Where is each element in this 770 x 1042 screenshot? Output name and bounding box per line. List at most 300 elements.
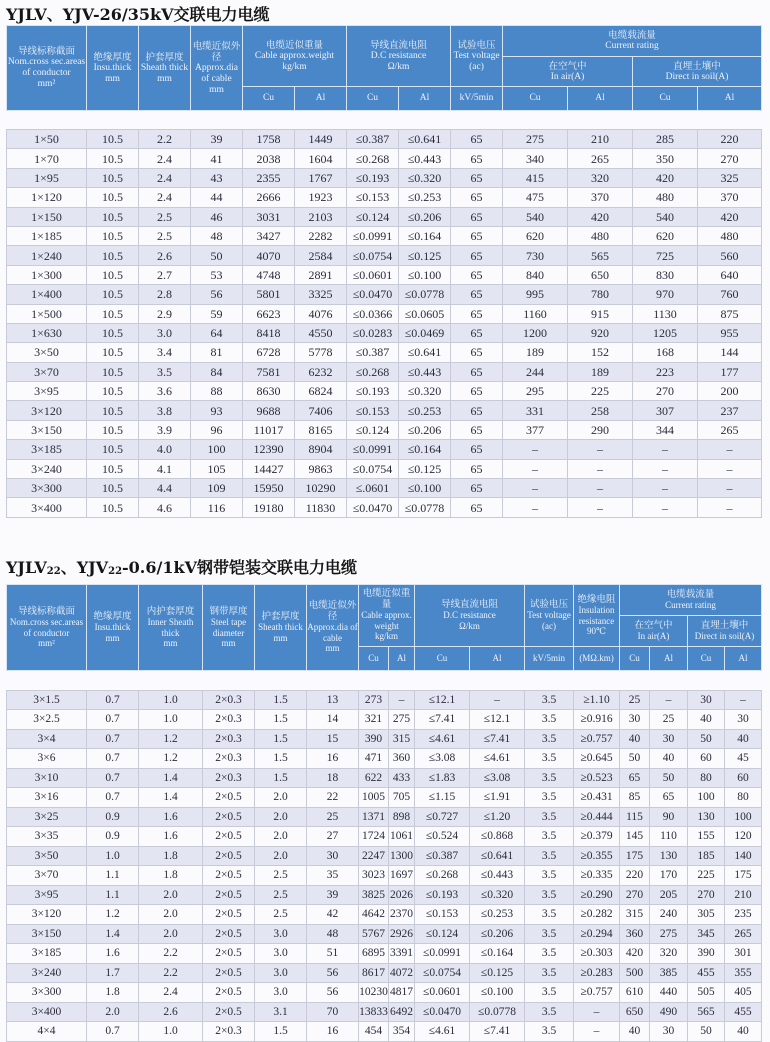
table-cell: 10.5 <box>87 401 139 420</box>
table-cell: 3391 <box>389 944 415 964</box>
table-cell: 273 <box>359 690 389 710</box>
header-text: mm <box>105 73 120 84</box>
table-cell: 2×0.5 <box>203 846 255 866</box>
table-cell: 1.4 <box>87 924 139 944</box>
table-cell: 730 <box>503 246 568 265</box>
table-cell: 650 <box>620 1002 650 1022</box>
table-cell: 10.5 <box>87 498 139 517</box>
header-air-cu: Cu <box>503 87 568 111</box>
table-cell: 7581 <box>243 362 295 381</box>
table-cell: 1.6 <box>139 827 203 847</box>
header2-insulation-resistance-unit: (MΩ.km) <box>574 647 620 671</box>
header-text: 钢带厚度 <box>209 605 248 617</box>
table-cell: 480 <box>698 226 762 245</box>
table-cell: 130 <box>650 846 688 866</box>
table-cell: 1.7 <box>87 963 139 983</box>
table-row <box>7 479 762 498</box>
table-cell: 2×0.5 <box>203 1002 255 1022</box>
table-cell: 640 <box>698 265 762 284</box>
table-cell: 705 <box>389 788 415 808</box>
table-cell: ≥1.10 <box>574 690 620 710</box>
table-cell: – <box>698 459 762 478</box>
table-cell: 1.2 <box>87 905 139 925</box>
table-cell: 2.4 <box>139 188 191 207</box>
table-row <box>7 963 762 983</box>
table-cell: 3.5 <box>525 885 574 905</box>
table1-body <box>7 111 762 518</box>
table-cell: 56 <box>307 963 359 983</box>
table-cell: 25 <box>650 710 688 730</box>
table-cell: 65 <box>451 207 503 226</box>
table-cell: 30 <box>688 690 725 710</box>
table-cell: 258 <box>568 401 633 420</box>
table-cell: 1.6 <box>87 944 139 964</box>
header2-steel-tape <box>203 585 255 671</box>
table-cell: 2.0 <box>87 1002 139 1022</box>
table-cell: ≤0.153 <box>347 401 399 420</box>
table-cell: 3.0 <box>255 924 307 944</box>
header2-air-cu: Cu <box>620 647 650 671</box>
table2-title-model-a: YJLV <box>6 558 47 577</box>
table-cell: – <box>698 440 762 459</box>
table-cell: 200 <box>698 382 762 401</box>
table-row <box>7 459 762 478</box>
table-cell: 4×4 <box>7 1022 87 1042</box>
table-cell: 3×10 <box>7 768 87 788</box>
table-cell: 3.5 <box>525 788 574 808</box>
table-cell: 13833 <box>359 1002 389 1022</box>
table-cell: 2.0 <box>139 885 203 905</box>
header2-soil-al: Al <box>725 647 762 671</box>
header-text: Nom.cross sec.areas of conductor <box>7 57 86 78</box>
table-cell: 25 <box>307 807 359 827</box>
table-cell: 65 <box>451 401 503 420</box>
table-cell: 3×4 <box>7 729 87 749</box>
header-text: Approx.dia of cable <box>194 62 238 84</box>
table-cell: ≤0.641 <box>470 846 525 866</box>
table-cell: 433 <box>389 768 415 788</box>
spacer-row <box>7 111 762 130</box>
table-cell: 377 <box>503 420 568 439</box>
table-cell: 3×1.5 <box>7 690 87 710</box>
table-cell: 110 <box>650 827 688 847</box>
table-cell: 3×70 <box>7 866 87 886</box>
header-text: 90℃ <box>586 626 607 636</box>
table-cell: 225 <box>688 866 725 886</box>
table-cell: 355 <box>725 963 762 983</box>
table-cell: 109 <box>191 479 243 498</box>
table-cell: 265 <box>568 149 633 168</box>
table-cell: ≤0.0754 <box>347 246 399 265</box>
table-row <box>7 246 762 265</box>
header2-weight-cu: Cu <box>359 647 389 671</box>
table-cell: 2×0.5 <box>203 885 255 905</box>
table-cell: 360 <box>389 749 415 769</box>
table-cell: 65 <box>451 130 503 149</box>
table-cell: 3×150 <box>7 924 87 944</box>
table-cell: 565 <box>688 1002 725 1022</box>
header-nom-cross-section <box>7 26 87 111</box>
table-row <box>7 440 762 459</box>
table-cell: ≤12.1 <box>415 690 470 710</box>
table-cell: 145 <box>620 827 650 847</box>
table-row <box>7 285 762 304</box>
table-cell: 50 <box>688 1022 725 1042</box>
table-cell: 30 <box>725 710 762 730</box>
table-cell: 2.0 <box>255 827 307 847</box>
table-cell: 120 <box>725 827 762 847</box>
header-text: 导线直流电阻 <box>370 39 428 51</box>
table-cell: ≥0.757 <box>574 729 620 749</box>
table-cell: 2355 <box>243 168 295 187</box>
table-cell: 40 <box>725 1022 762 1042</box>
table-cell: 420 <box>698 207 762 226</box>
table-cell: ≤0.0601 <box>347 265 399 284</box>
table-cell: 3.5 <box>525 905 574 925</box>
table-row <box>7 362 762 381</box>
table-cell: 2584 <box>295 246 347 265</box>
table-cell: ≤1.15 <box>415 788 470 808</box>
table-cell: 93 <box>191 401 243 420</box>
header-current-rating <box>503 26 762 57</box>
table-cell: 42 <box>307 905 359 925</box>
table-cell: ≤0.253 <box>470 905 525 925</box>
table-cell: ≤0.641 <box>399 343 451 362</box>
table-row <box>7 207 762 226</box>
table-cell: 3.5 <box>525 768 574 788</box>
table-cell: 5767 <box>359 924 389 944</box>
table-cell: 19180 <box>243 498 295 517</box>
table-cell: 40 <box>620 1022 650 1042</box>
table-cell: 65 <box>650 788 688 808</box>
table-cell: 1.0 <box>87 846 139 866</box>
table-cell: 4642 <box>359 905 389 925</box>
table-cell: 39 <box>307 885 359 905</box>
table-cell: 3.0 <box>255 963 307 983</box>
header-text: Direct in soil(A) <box>694 631 755 641</box>
table-cell: – <box>574 1002 620 1022</box>
table-cell: 10290 <box>295 479 347 498</box>
table-cell: ≤0.193 <box>347 168 399 187</box>
table-cell: 1.0 <box>139 690 203 710</box>
table-cell: 3.5 <box>525 924 574 944</box>
table-cell: 455 <box>688 963 725 983</box>
table-cell: ≥0.444 <box>574 807 620 827</box>
table-cell: 10.5 <box>87 265 139 284</box>
header-text: Nom.cross sec.areas of conductor <box>9 617 84 638</box>
table-cell: 1.4 <box>139 788 203 808</box>
table-cell: 6895 <box>359 944 389 964</box>
table-cell: 115 <box>620 807 650 827</box>
table-cell: 4.0 <box>139 440 191 459</box>
table-cell: 10.5 <box>87 130 139 149</box>
table-cell: 3.5 <box>139 362 191 381</box>
table-cell: 3325 <box>295 285 347 304</box>
table-cell: ≤0.164 <box>399 226 451 245</box>
table-cell: 0.7 <box>87 749 139 769</box>
table-cell: 1923 <box>295 188 347 207</box>
header-text: Insu.thick <box>94 622 131 633</box>
table-cell: 3×35 <box>7 827 87 847</box>
table-row <box>7 710 762 730</box>
table-cell: 1.2 <box>139 749 203 769</box>
header-text: Current rating <box>605 41 659 51</box>
table-cell: 10.5 <box>87 362 139 381</box>
table-cell: 10.5 <box>87 323 139 342</box>
header-soil-al: Al <box>698 87 762 111</box>
table-cell: – <box>725 690 762 710</box>
header2-sheath-thickness <box>255 585 307 671</box>
table-cell: 65 <box>451 285 503 304</box>
table-cell: 100 <box>725 807 762 827</box>
header-dc-resistance <box>347 26 451 87</box>
table-cell: 3.5 <box>525 983 574 1003</box>
table-cell: ≤0.124 <box>415 924 470 944</box>
table-cell: 10.5 <box>87 343 139 362</box>
table-cell: 390 <box>359 729 389 749</box>
table-cell: ≤0.0470 <box>347 285 399 304</box>
table-cell: 2247 <box>359 846 389 866</box>
table-cell: 11017 <box>243 420 295 439</box>
table-cell: – <box>698 479 762 498</box>
table-cell: 1.5 <box>255 690 307 710</box>
table-cell: 3×2.5 <box>7 710 87 730</box>
table-cell: 2×0.5 <box>203 963 255 983</box>
header-text: 试验电压 <box>457 39 496 51</box>
header-text: Ω/km <box>387 61 410 72</box>
table-cell: 780 <box>568 285 633 304</box>
table-cell: 2.6 <box>139 1002 203 1022</box>
header-text: Sheath thick <box>140 62 189 73</box>
table-cell: 88 <box>191 382 243 401</box>
header-dcr-cu: Cu <box>347 87 399 111</box>
table-cell: 3×150 <box>7 420 87 439</box>
header-text: 绝缘厚度 <box>93 610 132 622</box>
table-cell: 65 <box>451 188 503 207</box>
table-cell: 59 <box>191 304 243 323</box>
table-cell: 2.4 <box>139 149 191 168</box>
table-cell: 350 <box>633 149 698 168</box>
table-cell: 1758 <box>243 130 295 149</box>
table-cell: – <box>633 440 698 459</box>
table-cell: – <box>633 459 698 478</box>
table-cell: 2.5 <box>255 866 307 886</box>
table-cell: ≤0.125 <box>399 459 451 478</box>
table-cell: ≥0.283 <box>574 963 620 983</box>
header-text: 直埋土壤中 <box>673 60 721 72</box>
table-cell: 3.0 <box>255 983 307 1003</box>
table-cell: 48 <box>191 226 243 245</box>
table-cell: 43 <box>191 168 243 187</box>
table-cell: 1.4 <box>139 768 203 788</box>
table-cell: ≤0.524 <box>415 827 470 847</box>
table-cell: 1.6 <box>139 807 203 827</box>
table-row <box>7 130 762 149</box>
table-cell: 1205 <box>633 323 698 342</box>
table-cell: 0.7 <box>87 768 139 788</box>
table-cell: 2×0.5 <box>203 827 255 847</box>
table-cell: 3.5 <box>525 827 574 847</box>
header-text: mm <box>209 84 224 95</box>
table-row <box>7 1022 762 1042</box>
table-cell: 2×0.5 <box>203 866 255 886</box>
table-cell: ≤0.443 <box>399 362 451 381</box>
table-cell: 0.7 <box>87 690 139 710</box>
table-cell: 440 <box>650 983 688 1003</box>
table-cell: ≤.0601 <box>347 479 399 498</box>
header-text: 直埋土壤中 <box>700 619 749 631</box>
table2-title-desc: -0.6/1kV钢带铠装交联电力电缆 <box>122 558 357 577</box>
table-cell: 2×0.3 <box>203 749 255 769</box>
table-cell: 3427 <box>243 226 295 245</box>
header-text: Steel tape diameter <box>210 617 247 638</box>
table-cell: ≤0.0283 <box>347 323 399 342</box>
table-row <box>7 1002 762 1022</box>
table-cell: 480 <box>633 188 698 207</box>
header-text: 导线标称截面 <box>17 605 75 617</box>
table-cell: 2666 <box>243 188 295 207</box>
table-cell: 385 <box>650 963 688 983</box>
table-row <box>7 788 762 808</box>
table-cell: 2×0.5 <box>203 944 255 964</box>
header-text: 绝缘厚度 <box>93 51 132 63</box>
table-cell: 70 <box>307 1002 359 1022</box>
table-cell: 11830 <box>295 498 347 517</box>
table-cell: 1061 <box>389 827 415 847</box>
table-cell: 420 <box>568 207 633 226</box>
table-cell: ≤0.125 <box>470 963 525 983</box>
table-cell: 10.5 <box>87 188 139 207</box>
table-cell: 65 <box>451 382 503 401</box>
table-cell: ≤12.1 <box>470 710 525 730</box>
header-text: 护套厚度 <box>261 610 300 622</box>
table-cell: 3×300 <box>7 479 87 498</box>
table-cell: ≤0.253 <box>399 401 451 420</box>
table-cell: 650 <box>568 265 633 284</box>
table-cell: 175 <box>620 846 650 866</box>
table-cell: 3×120 <box>7 905 87 925</box>
table-cell: 220 <box>698 130 762 149</box>
table-cell: 321 <box>359 710 389 730</box>
table-cell: 455 <box>725 1002 762 1022</box>
table-cell: – <box>503 498 568 517</box>
table-cell: 2.2 <box>139 944 203 964</box>
cable-spec-table-26-35kv <box>6 25 762 518</box>
table-cell: ≤0.100 <box>470 983 525 1003</box>
table-cell: 65 <box>451 168 503 187</box>
header-text: mm <box>221 638 236 648</box>
table-cell: ≥0.335 <box>574 866 620 886</box>
header-text: mm² <box>38 638 55 648</box>
table-cell: 454 <box>359 1022 389 1042</box>
table-cell: 1604 <box>295 149 347 168</box>
table-cell: – <box>503 479 568 498</box>
table-cell: – <box>568 498 633 517</box>
table-cell: 3.5 <box>525 963 574 983</box>
table-cell: 50 <box>688 729 725 749</box>
table-cell: 65 <box>451 343 503 362</box>
table-cell: 1.5 <box>255 1022 307 1042</box>
table-cell: 1.8 <box>87 983 139 1003</box>
header-text: In air(A) <box>637 631 670 641</box>
header-text: Cable approx.weight <box>254 50 335 61</box>
table-cell: 270 <box>633 382 698 401</box>
header2-direct-in-soil <box>688 616 762 647</box>
table-cell: 3.4 <box>139 343 191 362</box>
table-cell: 3×185 <box>7 944 87 964</box>
table-cell: 480 <box>568 226 633 245</box>
table-row <box>7 827 762 847</box>
table-cell: 0.7 <box>87 729 139 749</box>
table-cell: 2×0.3 <box>203 710 255 730</box>
table-cell: 8418 <box>243 323 295 342</box>
table-cell: 65 <box>451 440 503 459</box>
header-air-al: Al <box>568 87 633 111</box>
header-sheath-thickness <box>139 26 191 111</box>
spacer-row <box>7 111 762 130</box>
table-cell: ≤3.08 <box>470 768 525 788</box>
table-cell: 405 <box>725 983 762 1003</box>
table-cell: 6492 <box>389 1002 415 1022</box>
header-text: Test voltage <box>453 50 500 61</box>
table-cell: ≤0.153 <box>347 188 399 207</box>
header-text: Inner Sheath thick <box>147 617 194 638</box>
table-cell: 3.5 <box>525 1002 574 1022</box>
table-cell: 64 <box>191 323 243 342</box>
table-cell: ≤0.100 <box>399 479 451 498</box>
table-row <box>7 983 762 1003</box>
table-cell: ≤0.0991 <box>415 944 470 964</box>
table-cell: ≤0.268 <box>415 866 470 886</box>
table-cell: 2.7 <box>139 265 191 284</box>
table-cell: 1.1 <box>87 885 139 905</box>
table-cell: 189 <box>503 343 568 362</box>
table-cell: 80 <box>688 768 725 788</box>
table-cell: ≥0.916 <box>574 710 620 730</box>
table-cell: 15950 <box>243 479 295 498</box>
table2-body <box>7 671 762 1042</box>
table-cell: ≥0.523 <box>574 768 620 788</box>
table-row <box>7 265 762 284</box>
table-cell: 3825 <box>359 885 389 905</box>
table-cell: 2.0 <box>255 788 307 808</box>
table-cell: 2×0.5 <box>203 788 255 808</box>
table-cell: 10.5 <box>87 207 139 226</box>
table1-title-models: YJLV、YJV <box>6 5 94 24</box>
header-text: 护套厚度 <box>145 51 184 63</box>
table-cell: ≤4.61 <box>415 729 470 749</box>
table-cell: 51 <box>307 944 359 964</box>
header-text: 电缆近似重量 <box>362 588 411 610</box>
table-cell: 18 <box>307 768 359 788</box>
table-cell: 315 <box>620 905 650 925</box>
header2-in-air <box>620 616 688 647</box>
table-cell: ≤4.61 <box>470 749 525 769</box>
table-cell: ≥0.645 <box>574 749 620 769</box>
table-cell: 3023 <box>359 866 389 886</box>
header-text: Approx.dia of cable <box>307 622 358 643</box>
table-cell: 540 <box>503 207 568 226</box>
table-cell: 3.0 <box>139 323 191 342</box>
table-cell: ≤0.443 <box>399 149 451 168</box>
table-cell: ≤0.727 <box>415 807 470 827</box>
table-row <box>7 401 762 420</box>
table-cell: 490 <box>650 1002 688 1022</box>
header-text: 导线标称截面 <box>17 46 75 57</box>
table-cell: 2282 <box>295 226 347 245</box>
table-cell: 1.8 <box>139 866 203 886</box>
table-cell: 1×150 <box>7 207 87 226</box>
